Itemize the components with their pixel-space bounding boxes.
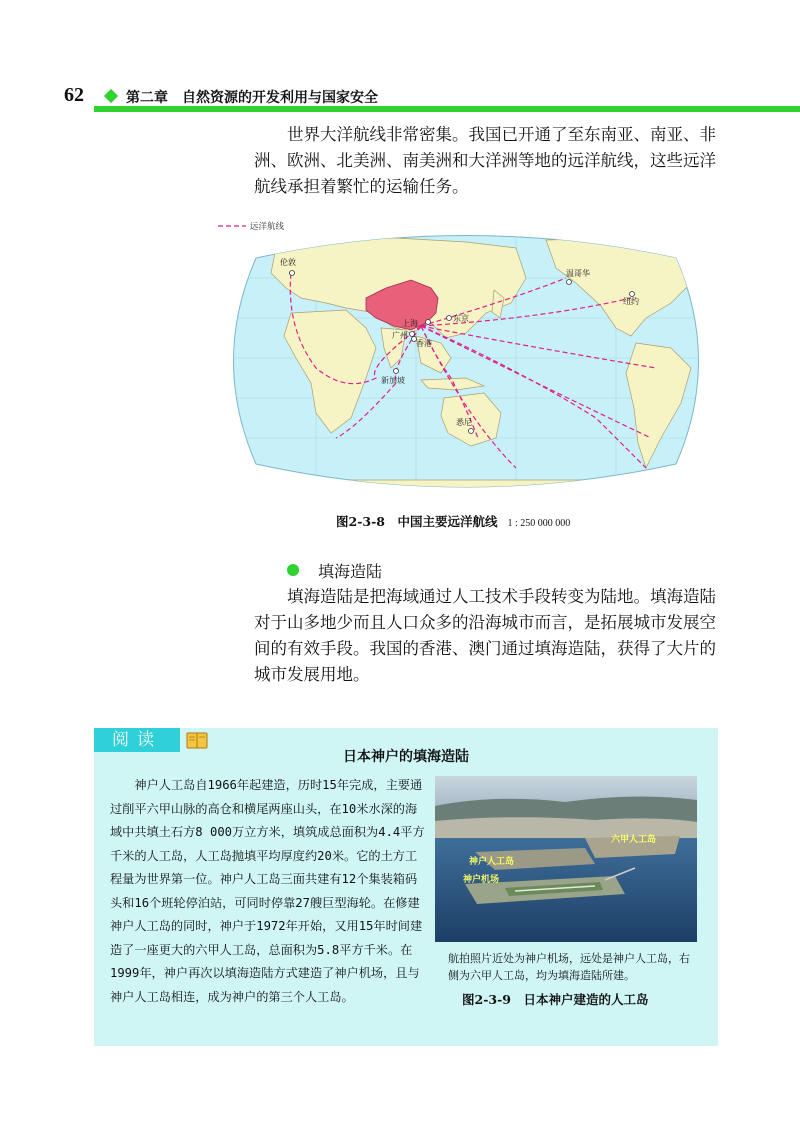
page-number: 62 <box>64 84 84 106</box>
city-sydney: 悉尼 <box>456 418 472 427</box>
map-caption <box>336 512 570 530</box>
city-hongkong: 香港 <box>416 339 432 348</box>
section-title: 填海造陆 <box>318 562 383 581</box>
map-scale: 1 : 250 000 000 <box>507 518 571 529</box>
aerial-photo <box>435 776 697 942</box>
reading-box <box>94 728 718 1046</box>
photo-label-kobe-island: 神户人工岛 <box>469 857 515 867</box>
reading-tag: 阅读 <box>94 728 180 752</box>
intro-paragraph-block <box>254 122 724 200</box>
city-shanghai: 上海 <box>402 319 418 328</box>
map-caption-text: 图2-3-8 中国主要远洋航线 <box>336 514 498 529</box>
section-paragraph: 填海造陆是把海域通过人工技术手段转变为陆地。填海造陆对于山多地少而且人口众多的沿海城市而言，是拓展城市发展空间的有效手段。我国的香港、澳门通过填海造陆，获得了大片的城市发展用地。 <box>254 587 716 684</box>
intro-paragraph: 世界大洋航线非常密集。我国已开通了至东南亚、南亚、非洲、欧洲、北美洲、南美洲和大洋洲等地的远洋航线，这些远洋航线承担着繁忙的运输任务。 <box>254 125 716 196</box>
reading-title: 日本神户的填海造陆 <box>343 749 469 765</box>
photo-label-airport: 神户机场 <box>463 875 500 885</box>
reading-text: 神户人工岛自1966年起建造，历时15年完成，主要通过削平六甲山脉的高仓和横尾两座山头，在10米水深的海域中共填土石方8 000万立方米，填筑成总面积为4.4平方千米的人工岛，人工岛抛填平均厚度约20米。它的土方工程量为世界第一位。神户人工岛三面共建有12个集装箱码头和16个班轮停泊站，可同时停靠27艘巨型海轮。在修建神户人工岛的同时，神户于1972年开始，又用15年时间建造了一座更大的六甲人工岛，总面积为5.8平方千米。在1999年，神户再次以填海造陆方式建造了神户机场，且与神户人工岛相连，成为神户的第三个人工岛。 <box>110 778 425 1004</box>
city-guangzhou: 广州 <box>392 331 408 340</box>
diamond-icon <box>104 89 118 103</box>
photo-note: 航拍照片近处为神户机场，远处是神户人工岛，右侧为六甲人工岛，均为填海造陆所建。 <box>448 952 690 982</box>
city-vancouver: 温哥华 <box>566 269 590 278</box>
section-paragraph-block <box>254 584 724 688</box>
city-tokyo: 东京 <box>453 314 469 323</box>
city-singapore: 新加坡 <box>381 376 405 385</box>
city-london: 伦敦 <box>280 258 296 267</box>
reading-text-block <box>110 774 428 1009</box>
chapter-title: 第二章 自然资源的开发利用与国家安全 <box>126 90 378 106</box>
world-shipping-map <box>216 218 716 504</box>
page-header <box>0 82 800 112</box>
antarctica <box>216 480 716 504</box>
city-newyork: 纽约 <box>623 297 639 306</box>
photo-caption: 图2-3-9 日本神户建造的人工岛 <box>462 992 649 1007</box>
photo-label-rokko: 六甲人工岛 <box>611 835 657 845</box>
section-bullet-icon <box>287 564 299 576</box>
header-rule <box>94 106 800 112</box>
legend-label: 远洋航线 <box>250 222 285 232</box>
